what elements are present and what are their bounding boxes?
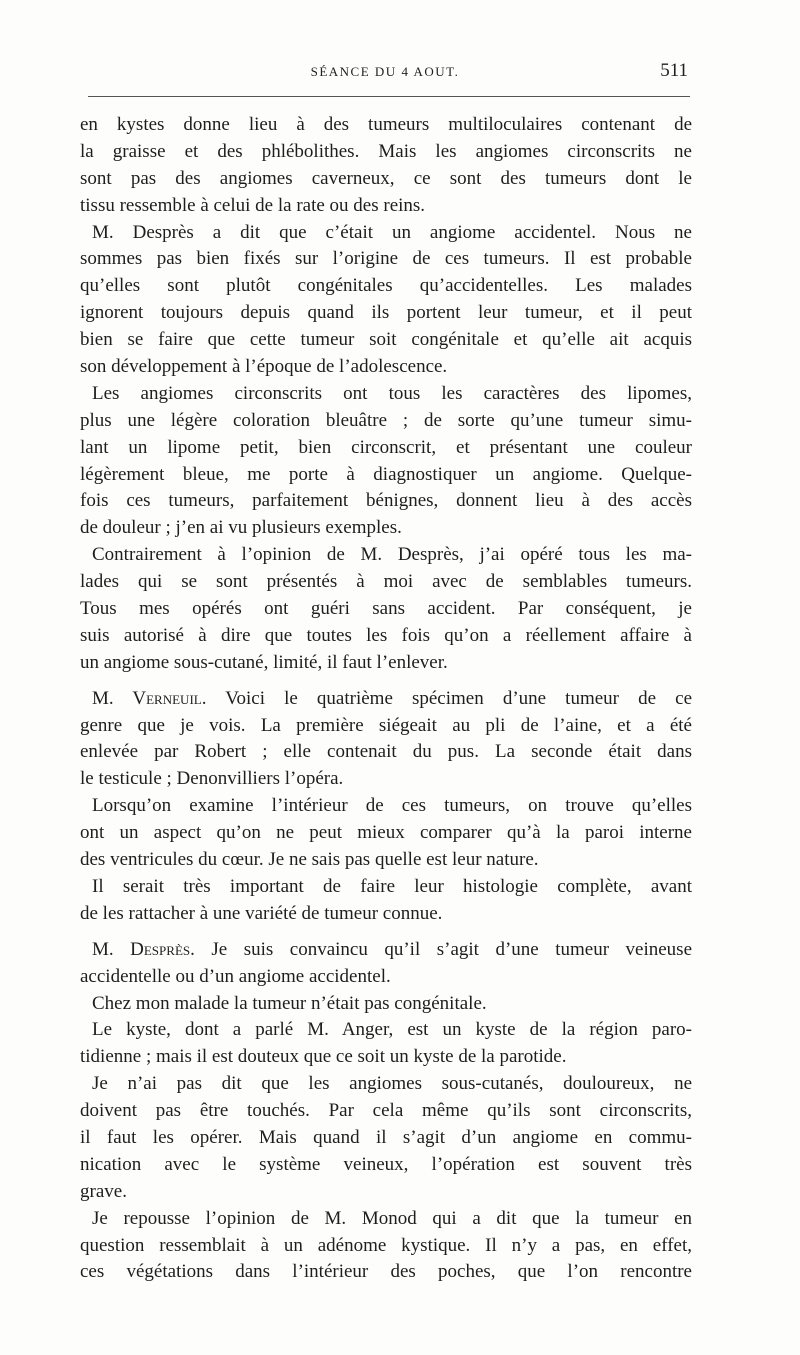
speaker-gap bbox=[80, 677, 692, 686]
text-line: lant un lipome petit, bien circonscrit, et présentant une couleur bbox=[80, 436, 692, 458]
paragraph bbox=[80, 542, 692, 676]
speaker-name: M. Verneuil. bbox=[92, 687, 207, 709]
text-line: accidentelle ou d’un angiome accidentel. bbox=[80, 965, 391, 987]
paragraph bbox=[80, 1017, 692, 1071]
text-line: enlevée par Robert ; elle contenait du pus. La seconde était dans bbox=[80, 741, 692, 763]
text-span: Je suis convaincu qu’il s’agit d’une tumeur veineuse bbox=[194, 938, 693, 960]
text-line: sont pas des angiomes caverneux, ce sont des tumeurs dont le bbox=[80, 167, 692, 189]
text-line: question ressemblait à un adénome kystique. Il n’y a pas, en effet, bbox=[80, 1234, 692, 1256]
text-line: la graisse et des phlébolithes. Mais les angiomes circonscrits ne bbox=[80, 140, 692, 162]
speaker-name: M. Desprès. bbox=[92, 938, 195, 960]
text-line: M. Desprès a dit que c’était un angiome accidentel. Nous ne bbox=[92, 221, 692, 243]
text-line: ignorent toujours depuis quand ils portent leur tumeur, et il peut bbox=[80, 302, 692, 324]
text-line: sommes pas bien fixés sur l’origine de ces tumeurs. Il est probable bbox=[80, 248, 692, 270]
text-line: doivent pas être touchés. Par cela même qu’ils sont circonscrits, bbox=[80, 1100, 692, 1122]
text-span: Voici le quatrième spécimen d’une tumeur de ce bbox=[206, 687, 692, 709]
running-head-title: SÉANCE DU 4 AOUT. bbox=[310, 64, 460, 79]
paragraph bbox=[80, 381, 692, 542]
text-line: lades qui se sont présentés à moi avec de semblables tumeurs. bbox=[80, 571, 692, 593]
text-line: des ventricules du cœur. Je ne sais pas quelle est leur nature. bbox=[80, 849, 539, 871]
paragraph bbox=[80, 937, 692, 991]
text-line: Le kyste, dont a parlé M. Anger, est un kyste de la région paro- bbox=[92, 1019, 692, 1041]
text-line: genre que je vois. La première siégeait au pli de l’aine, et a été bbox=[80, 714, 692, 736]
paragraph bbox=[80, 1071, 692, 1205]
text-line: fois ces tumeurs, parfaitement bénignes, donnent lieu à des accès bbox=[80, 490, 692, 512]
text-line: tidienne ; mais il est douteux que ce soit un kyste de la parotide. bbox=[80, 1046, 567, 1068]
text-line: Lorsqu’on examine l’intérieur de ces tumeurs, on trouve qu’elles bbox=[92, 795, 692, 817]
text-line: Je n’ai pas dit que les angiomes sous-cutanés, douloureux, ne bbox=[92, 1073, 692, 1095]
text-line: légèrement bleue, me porte à diagnostiquer un angiome. Quelque- bbox=[80, 463, 692, 485]
text-line: son développement à l’époque de l’adolescence. bbox=[80, 356, 448, 378]
text-line: plus une légère coloration bleuâtre ; de sorte qu’une tumeur simu- bbox=[80, 409, 692, 431]
text-line: de douleur ; j’en ai vu plusieurs exemples. bbox=[80, 517, 402, 539]
text-line: en kystes donne lieu à des tumeurs multiloculaires contenant de bbox=[80, 114, 692, 135]
paragraph bbox=[80, 793, 692, 874]
text-line: ces végétations dans l’intérieur des poches, que l’on rencontre bbox=[80, 1261, 692, 1283]
text-line: qu’elles sont plutôt congénitales qu’accidentelles. Les malades bbox=[80, 275, 692, 297]
text-line: Je repousse l’opinion de M. Monod qui a dit que la tumeur en bbox=[92, 1207, 692, 1229]
header-rule bbox=[88, 96, 690, 97]
text-line bbox=[80, 937, 692, 964]
text-line: Il serait très important de faire leur histologie complète, avant bbox=[92, 875, 692, 897]
text-line: Tous mes opérés ont guéri sans accident. Par conséquent, je bbox=[80, 598, 692, 620]
text-line: Chez mon malade la tumeur n’était pas congénitale. bbox=[92, 992, 487, 1014]
text-line: un angiome sous-cutané, limité, il faut l’enlever. bbox=[80, 651, 448, 673]
paragraph bbox=[80, 874, 692, 928]
text-line: il faut les opérer. Mais quand il s’agit d’un angiome en commu- bbox=[80, 1126, 692, 1148]
text-line bbox=[80, 686, 692, 713]
paragraph bbox=[80, 112, 692, 220]
text-line: grave. bbox=[80, 1180, 127, 1202]
body-text bbox=[80, 112, 692, 1286]
text-line: de les rattacher à une variété de tumeur connue. bbox=[80, 902, 443, 924]
paragraph bbox=[80, 991, 692, 1018]
running-head bbox=[82, 60, 688, 86]
text-line: tissu ressemble à celui de la rate ou des reins. bbox=[80, 194, 426, 216]
page-number: 511 bbox=[660, 60, 688, 81]
text-line: bien se faire que cette tumeur soit congénitale et qu’elle ait acquis bbox=[80, 329, 692, 351]
text-line: suis autorisé à dire que toutes les fois qu’on a réellement affaire à bbox=[80, 624, 692, 646]
text-line: Les angiomes circonscrits ont tous les caractères des lipomes, bbox=[92, 382, 692, 404]
speaker-gap bbox=[80, 928, 692, 937]
text-line: nication avec le système veineux, l’opération est souvent très bbox=[80, 1153, 692, 1175]
text-line: Contrairement à l’opinion de M. Desprès, j’ai opéré tous les ma- bbox=[92, 544, 692, 566]
text-line: le testicule ; Denonvilliers l’opéra. bbox=[80, 768, 344, 790]
paragraph bbox=[80, 686, 692, 794]
text-line: ont un aspect qu’on ne peut mieux comparer qu’à la paroi interne bbox=[80, 822, 692, 844]
paragraph bbox=[80, 1206, 692, 1287]
paragraph bbox=[80, 220, 692, 381]
